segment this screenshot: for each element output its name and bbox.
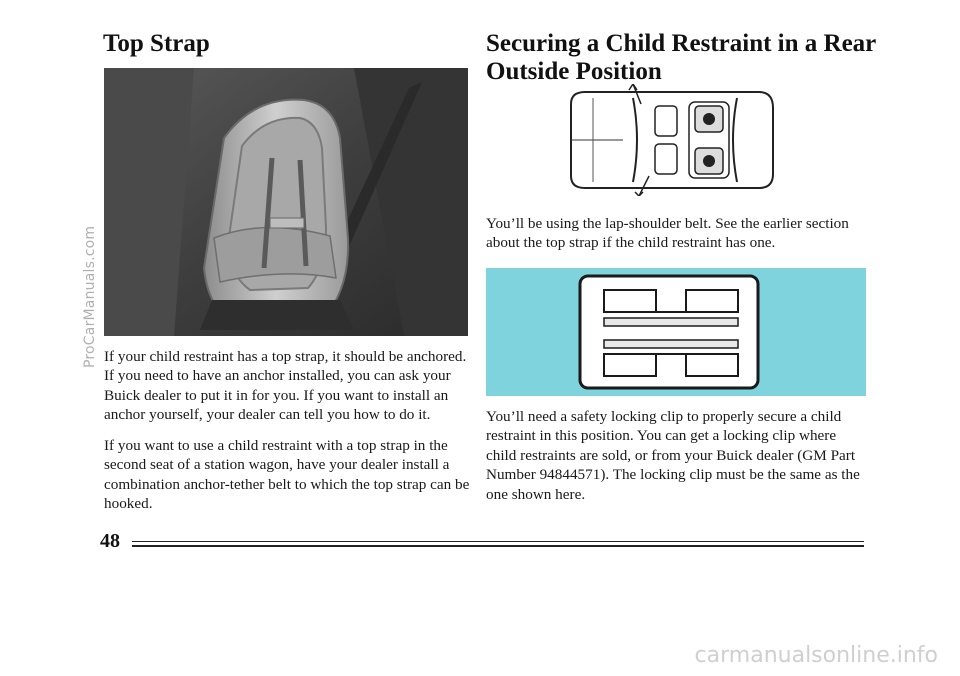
section-heading-top-strap: Top Strap [103,30,210,57]
station-wagon-paragraph: If you want to use a child restraint with a top strap in the second seat of a station wagon, have your dealer install a combination anchor-tether belt to which the top strap can be hooked. [104,437,470,513]
lap-shoulder-belt-paragraph: You’ll be using the lap-shoulder belt. See the earlier section about the top strap if the child restraint has one. [486,215,849,252]
section-heading-rear-outside-position: Securing a Child Restraint in a Rear Outside Position [486,30,876,85]
car-top-view-diagram [563,84,777,196]
watermark-corner: carmanualsonline.info [694,643,938,668]
top-strap-paragraph: If your child restraint has a top strap, it should be anchored. If you need to have an anchor installed, you can ask your Buick dealer to put it in for you. If you want to install an anchor yourself, your dealer can tell you how to do it. [104,348,467,424]
locking-clip-illustration [486,268,866,396]
footer-rule [132,541,864,549]
watermark-vertical: ProCarManuals.com [82,225,98,368]
locking-clip-paragraph: You’ll need a safety locking clip to properly secure a child restraint in this position. You can get a locking clip where child restraints are sold, or from your Buick dealer (GM Part Number 94844571). The locking clip must be the same as the one shown here. [486,408,860,503]
page-number: 48 [100,530,120,552]
child-seat-photo [104,68,468,336]
